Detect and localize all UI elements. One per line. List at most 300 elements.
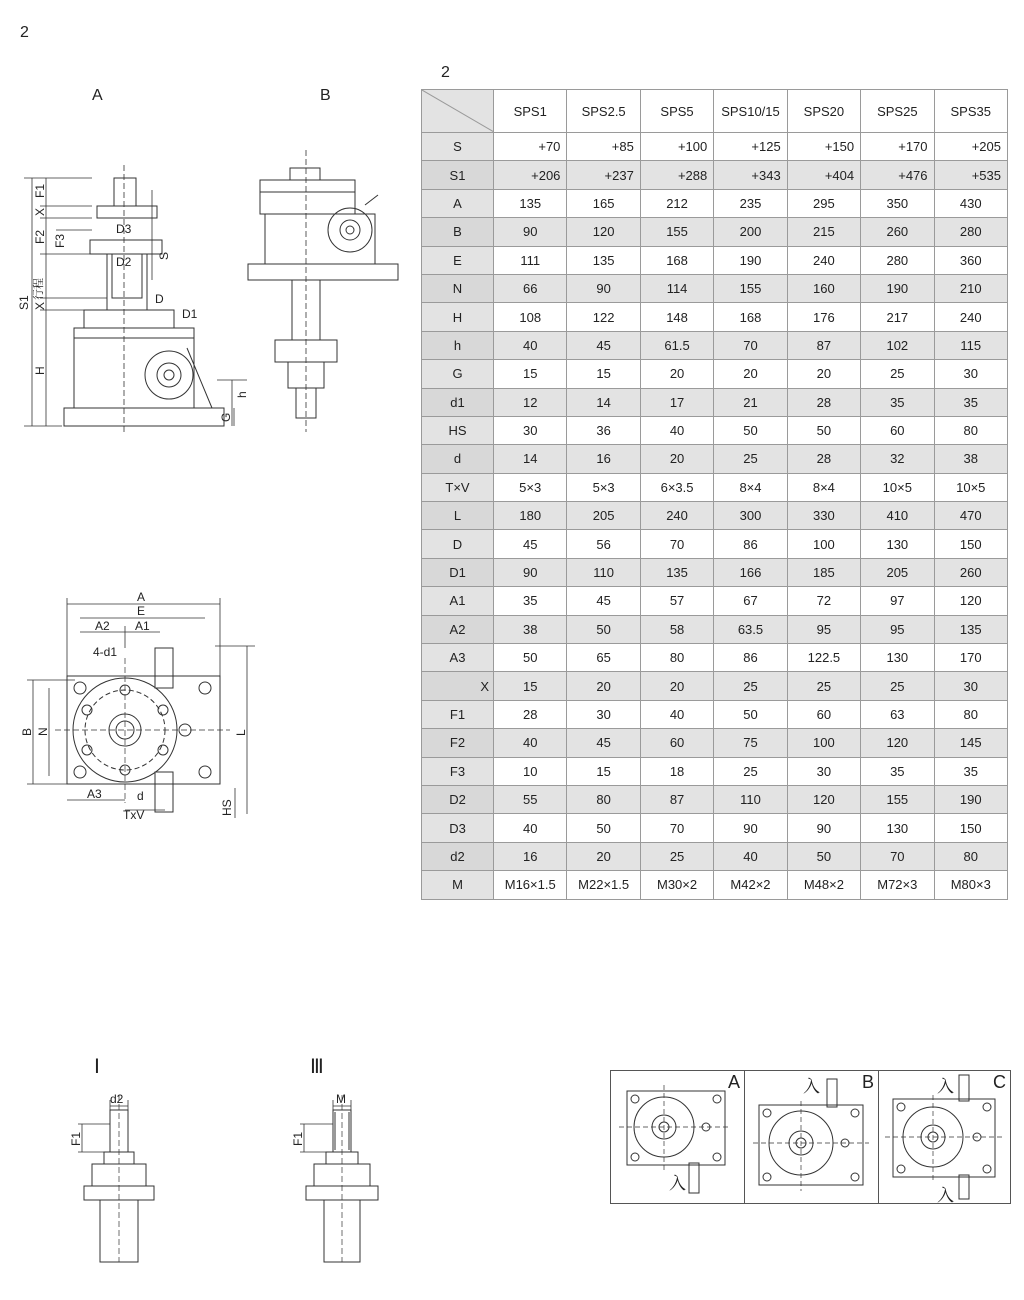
table-cell: 8×4 bbox=[714, 473, 787, 501]
table-cell: 148 bbox=[640, 303, 713, 331]
col-header: SPS1 bbox=[494, 90, 567, 133]
table-row bbox=[422, 331, 1008, 359]
table-cell: 80 bbox=[934, 700, 1007, 728]
dim-f1: F1 bbox=[33, 183, 47, 198]
dim-b: B bbox=[20, 727, 34, 736]
table-cell: +100 bbox=[640, 133, 713, 161]
table-cell: 86 bbox=[714, 644, 787, 672]
dim-f1-type3: F1 bbox=[291, 1131, 305, 1146]
table-cell: 25 bbox=[861, 672, 934, 700]
table-cell: 38 bbox=[494, 615, 567, 643]
dim-txv: TxV bbox=[123, 808, 145, 822]
table-cell: 135 bbox=[567, 246, 640, 274]
table-cell: 90 bbox=[567, 274, 640, 302]
table-cell: 30 bbox=[494, 416, 567, 444]
view-a-label: A bbox=[92, 87, 103, 104]
table-cell: +205 bbox=[934, 133, 1007, 161]
table-cell: 215 bbox=[787, 218, 860, 246]
dim-n: N bbox=[36, 727, 50, 736]
table-cell: +85 bbox=[567, 133, 640, 161]
table-row bbox=[422, 558, 1008, 586]
table-cell: 114 bbox=[640, 274, 713, 302]
table-cell: 25 bbox=[714, 757, 787, 785]
dim-d2-small: d2 bbox=[110, 1092, 124, 1106]
table-row bbox=[422, 161, 1008, 189]
table-cell: 45 bbox=[567, 587, 640, 615]
table-row bbox=[422, 360, 1008, 388]
table-cell: 280 bbox=[861, 246, 934, 274]
dim-f2: F2 bbox=[33, 229, 47, 244]
table-row bbox=[422, 729, 1008, 757]
table-cell: 65 bbox=[567, 644, 640, 672]
table-cell: 111 bbox=[494, 246, 567, 274]
table-cell: 20 bbox=[640, 672, 713, 700]
table-cell: 18 bbox=[640, 757, 713, 785]
table-cell: 122 bbox=[567, 303, 640, 331]
table-cell: 260 bbox=[861, 218, 934, 246]
table-cell: 56 bbox=[567, 530, 640, 558]
table-number: 2 bbox=[441, 64, 450, 81]
table-cell: 150 bbox=[934, 814, 1007, 842]
view-b-label: B bbox=[320, 87, 331, 104]
table-cell: 21 bbox=[714, 388, 787, 416]
table-cell: 45 bbox=[567, 729, 640, 757]
table-cell: 155 bbox=[861, 785, 934, 813]
table-cell: 217 bbox=[861, 303, 934, 331]
table-cell: M72×3 bbox=[861, 871, 934, 899]
table-cell: 470 bbox=[934, 502, 1007, 530]
table-cell: 36 bbox=[567, 416, 640, 444]
page-number: 2 bbox=[20, 24, 29, 41]
table-cell: 145 bbox=[934, 729, 1007, 757]
table-cell: 28 bbox=[494, 700, 567, 728]
table-cell: 25 bbox=[861, 360, 934, 388]
dim-d3: D3 bbox=[116, 222, 132, 236]
table-cell: 60 bbox=[787, 700, 860, 728]
col-header: SPS35 bbox=[934, 90, 1007, 133]
table-cell: 15 bbox=[494, 672, 567, 700]
table-cell: 75 bbox=[714, 729, 787, 757]
table-cell: 100 bbox=[787, 729, 860, 757]
table-cell: 40 bbox=[494, 331, 567, 359]
dim-a3: A3 bbox=[87, 787, 102, 801]
table-cell: 70 bbox=[714, 331, 787, 359]
row-label: D bbox=[422, 530, 494, 558]
side-view-b-drawing bbox=[240, 150, 410, 435]
table-cell: 240 bbox=[934, 303, 1007, 331]
table-cell: M48×2 bbox=[787, 871, 860, 899]
table-cell: 10 bbox=[494, 757, 567, 785]
table-cell: 20 bbox=[787, 360, 860, 388]
table-cell: 60 bbox=[861, 416, 934, 444]
table-cell: +150 bbox=[787, 133, 860, 161]
spec-table bbox=[421, 89, 1008, 900]
table-cell: 40 bbox=[494, 814, 567, 842]
table-row bbox=[422, 303, 1008, 331]
table-cell: 87 bbox=[787, 331, 860, 359]
table-cell: +343 bbox=[714, 161, 787, 189]
table-cell: 50 bbox=[567, 814, 640, 842]
table-cell: 15 bbox=[494, 360, 567, 388]
row-label: d bbox=[422, 445, 494, 473]
row-label: D1 bbox=[422, 558, 494, 586]
table-cell: 176 bbox=[787, 303, 860, 331]
table-cell: 130 bbox=[861, 530, 934, 558]
table-cell: 190 bbox=[934, 785, 1007, 813]
table-cell: 50 bbox=[787, 416, 860, 444]
dim-d-small: d bbox=[137, 789, 144, 803]
table-cell: 5×3 bbox=[494, 473, 567, 501]
table-row bbox=[422, 246, 1008, 274]
table-cell: 160 bbox=[787, 274, 860, 302]
table-cell: 240 bbox=[640, 502, 713, 530]
table-cell: 90 bbox=[714, 814, 787, 842]
table-cell: 80 bbox=[934, 416, 1007, 444]
dim-l: L bbox=[234, 729, 248, 736]
table-cell: 35 bbox=[861, 757, 934, 785]
table-cell: 15 bbox=[567, 757, 640, 785]
table-cell: 72 bbox=[787, 587, 860, 615]
row-label: N bbox=[422, 274, 494, 302]
table-cell: +125 bbox=[714, 133, 787, 161]
table-cell: 80 bbox=[640, 644, 713, 672]
table-cell: +288 bbox=[640, 161, 713, 189]
table-cell: 135 bbox=[494, 189, 567, 217]
table-cell: 120 bbox=[567, 218, 640, 246]
table-cell: 210 bbox=[934, 274, 1007, 302]
table-cell: 50 bbox=[714, 416, 787, 444]
dim-f1-type1: F1 bbox=[69, 1131, 83, 1146]
spec-header-row bbox=[422, 90, 1008, 133]
table-cell: 40 bbox=[494, 729, 567, 757]
table-cell: 150 bbox=[934, 530, 1007, 558]
table-cell: 350 bbox=[861, 189, 934, 217]
table-cell: 58 bbox=[640, 615, 713, 643]
table-cell: 180 bbox=[494, 502, 567, 530]
table-cell: 70 bbox=[640, 814, 713, 842]
panel-a-label: A bbox=[727, 1072, 740, 1092]
shaft-end-type1-drawing bbox=[64, 1090, 174, 1265]
table-cell: 40 bbox=[640, 416, 713, 444]
table-row bbox=[422, 274, 1008, 302]
table-cell: 122.5 bbox=[787, 644, 860, 672]
table-cell: +535 bbox=[934, 161, 1007, 189]
table-cell: 40 bbox=[640, 700, 713, 728]
table-cell: M22×1.5 bbox=[567, 871, 640, 899]
dim-a: A bbox=[137, 590, 146, 604]
table-cell: 45 bbox=[494, 530, 567, 558]
dim-g: G bbox=[219, 412, 233, 422]
table-row bbox=[422, 445, 1008, 473]
table-row bbox=[422, 502, 1008, 530]
table-row bbox=[422, 785, 1008, 813]
row-label: M bbox=[422, 871, 494, 899]
table-cell: 115 bbox=[934, 331, 1007, 359]
table-row bbox=[422, 133, 1008, 161]
table-cell: 70 bbox=[861, 842, 934, 870]
table-cell: 38 bbox=[934, 445, 1007, 473]
table-cell: 10×5 bbox=[861, 473, 934, 501]
dim-hs: HS bbox=[220, 799, 234, 816]
dim-f3: F3 bbox=[53, 233, 67, 248]
row-label: d1 bbox=[422, 388, 494, 416]
panel-b-label: B bbox=[861, 1072, 874, 1092]
side-view-a-drawing bbox=[12, 160, 252, 440]
table-cell: 28 bbox=[787, 445, 860, 473]
table-cell: 155 bbox=[640, 218, 713, 246]
dim-s: S bbox=[157, 251, 171, 260]
table-cell: 10×5 bbox=[934, 473, 1007, 501]
table-cell: 120 bbox=[934, 587, 1007, 615]
table-cell: 14 bbox=[494, 445, 567, 473]
table-row bbox=[422, 871, 1008, 899]
table-cell: 35 bbox=[861, 388, 934, 416]
row-label: F2 bbox=[422, 729, 494, 757]
table-row bbox=[422, 218, 1008, 246]
table-cell: 185 bbox=[787, 558, 860, 586]
table-cell: 95 bbox=[787, 615, 860, 643]
table-cell: 166 bbox=[714, 558, 787, 586]
table-cell: 110 bbox=[714, 785, 787, 813]
table-row bbox=[422, 416, 1008, 444]
table-cell: 165 bbox=[567, 189, 640, 217]
dim-d: D bbox=[155, 292, 164, 306]
table-cell: 190 bbox=[714, 246, 787, 274]
spec-table-body bbox=[422, 133, 1008, 900]
table-row bbox=[422, 615, 1008, 643]
table-row bbox=[422, 530, 1008, 558]
table-cell: 20 bbox=[640, 445, 713, 473]
row-label: h bbox=[422, 331, 494, 359]
table-cell: 212 bbox=[640, 189, 713, 217]
dim-s1: S1 bbox=[17, 295, 31, 310]
row-label: A3 bbox=[422, 644, 494, 672]
row-label: T×V bbox=[422, 473, 494, 501]
table-cell: 90 bbox=[494, 218, 567, 246]
col-header: SPS2.5 bbox=[567, 90, 640, 133]
table-cell: 80 bbox=[567, 785, 640, 813]
table-cell: 86 bbox=[714, 530, 787, 558]
table-cell: 110 bbox=[567, 558, 640, 586]
table-cell: 260 bbox=[934, 558, 1007, 586]
table-cell: 45 bbox=[567, 331, 640, 359]
row-label: L bbox=[422, 502, 494, 530]
row-label: D3 bbox=[422, 814, 494, 842]
table-cell: 280 bbox=[934, 218, 1007, 246]
table-cell: M80×3 bbox=[934, 871, 1007, 899]
dim-d2: D2 bbox=[116, 255, 132, 269]
table-cell: 108 bbox=[494, 303, 567, 331]
row-label: S1 bbox=[422, 161, 494, 189]
dim-4-d1: 4-d1 bbox=[93, 645, 118, 659]
table-cell: 168 bbox=[640, 246, 713, 274]
mounting-panel-c bbox=[879, 1071, 1010, 1203]
shaft-end-type3-drawing bbox=[286, 1090, 396, 1265]
table-cell: +237 bbox=[567, 161, 640, 189]
table-cell: 66 bbox=[494, 274, 567, 302]
col-header: SPS20 bbox=[787, 90, 860, 133]
table-row bbox=[422, 473, 1008, 501]
col-header: SPS25 bbox=[861, 90, 934, 133]
table-cell: 135 bbox=[934, 615, 1007, 643]
table-cell: 102 bbox=[861, 331, 934, 359]
dim-stroke: 行程 bbox=[33, 278, 45, 300]
row-label: A1 bbox=[422, 587, 494, 615]
header-corner bbox=[422, 90, 494, 133]
table-cell: 190 bbox=[861, 274, 934, 302]
table-cell: +476 bbox=[861, 161, 934, 189]
table-row bbox=[422, 388, 1008, 416]
table-cell: 90 bbox=[494, 558, 567, 586]
mounting-panel-a bbox=[611, 1071, 745, 1203]
detail-type3-label: Ⅲ bbox=[310, 1056, 324, 1078]
row-label: d2 bbox=[422, 842, 494, 870]
table-cell: 120 bbox=[861, 729, 934, 757]
table-cell: 330 bbox=[787, 502, 860, 530]
table-cell: 5×3 bbox=[567, 473, 640, 501]
table-cell: 50 bbox=[494, 644, 567, 672]
dim-x-mid: X bbox=[33, 301, 47, 310]
table-cell: 25 bbox=[640, 842, 713, 870]
dim-e: E bbox=[137, 604, 146, 618]
table-cell: +70 bbox=[494, 133, 567, 161]
table-row bbox=[422, 842, 1008, 870]
table-cell: 205 bbox=[861, 558, 934, 586]
table-cell: 35 bbox=[934, 757, 1007, 785]
table-cell: 168 bbox=[714, 303, 787, 331]
table-cell: 20 bbox=[714, 360, 787, 388]
table-cell: 205 bbox=[567, 502, 640, 530]
row-label: D2 bbox=[422, 785, 494, 813]
table-cell: +170 bbox=[861, 133, 934, 161]
table-row bbox=[422, 189, 1008, 217]
table-cell: 120 bbox=[787, 785, 860, 813]
mounting-panel-b bbox=[745, 1071, 879, 1203]
table-cell: 30 bbox=[567, 700, 640, 728]
table-cell: 170 bbox=[934, 644, 1007, 672]
table-cell: 12 bbox=[494, 388, 567, 416]
table-cell: 35 bbox=[494, 587, 567, 615]
table-cell: 25 bbox=[714, 672, 787, 700]
table-cell: 28 bbox=[787, 388, 860, 416]
table-cell: 50 bbox=[567, 615, 640, 643]
table-cell: 67 bbox=[714, 587, 787, 615]
table-cell: 25 bbox=[787, 672, 860, 700]
mounting-panels bbox=[610, 1070, 1011, 1204]
table-cell: 295 bbox=[787, 189, 860, 217]
row-label: S bbox=[422, 133, 494, 161]
row-label: X bbox=[422, 672, 494, 700]
table-cell: 95 bbox=[861, 615, 934, 643]
table-cell: 50 bbox=[787, 842, 860, 870]
panel-a-input-mark: 入 bbox=[669, 1174, 686, 1193]
table-cell: 6×3.5 bbox=[640, 473, 713, 501]
table-cell: +404 bbox=[787, 161, 860, 189]
table-cell: 14 bbox=[567, 388, 640, 416]
dim-x-top: X bbox=[33, 207, 47, 216]
table-cell: 15 bbox=[567, 360, 640, 388]
table-cell: 87 bbox=[640, 785, 713, 813]
col-header: SPS10/15 bbox=[714, 90, 787, 133]
table-row bbox=[422, 757, 1008, 785]
table-cell: 135 bbox=[640, 558, 713, 586]
table-cell: 155 bbox=[714, 274, 787, 302]
table-cell: 130 bbox=[861, 814, 934, 842]
row-label: E bbox=[422, 246, 494, 274]
panel-c-label: C bbox=[993, 1072, 1006, 1092]
panel-c-input-mark-bottom: 入 bbox=[937, 1186, 954, 1205]
table-cell: 20 bbox=[567, 842, 640, 870]
dim-a2: A2 bbox=[95, 619, 110, 633]
table-cell: 32 bbox=[861, 445, 934, 473]
table-cell: 30 bbox=[787, 757, 860, 785]
row-label: A2 bbox=[422, 615, 494, 643]
table-cell: 130 bbox=[861, 644, 934, 672]
table-cell: 35 bbox=[934, 388, 1007, 416]
row-label: B bbox=[422, 218, 494, 246]
table-cell: 240 bbox=[787, 246, 860, 274]
table-row bbox=[422, 700, 1008, 728]
table-cell: 61.5 bbox=[640, 331, 713, 359]
table-cell: M42×2 bbox=[714, 871, 787, 899]
table-cell: 235 bbox=[714, 189, 787, 217]
table-cell: +206 bbox=[494, 161, 567, 189]
row-label: F1 bbox=[422, 700, 494, 728]
table-cell: 360 bbox=[934, 246, 1007, 274]
table-cell: 80 bbox=[934, 842, 1007, 870]
row-label: F3 bbox=[422, 757, 494, 785]
table-cell: 57 bbox=[640, 587, 713, 615]
row-label: H bbox=[422, 303, 494, 331]
table-cell: 40 bbox=[714, 842, 787, 870]
table-cell: 300 bbox=[714, 502, 787, 530]
row-label: G bbox=[422, 360, 494, 388]
table-row bbox=[422, 587, 1008, 615]
dim-a1: A1 bbox=[135, 619, 150, 633]
row-label: A bbox=[422, 189, 494, 217]
table-cell: 30 bbox=[934, 672, 1007, 700]
top-view-drawing bbox=[15, 588, 255, 828]
table-cell: 55 bbox=[494, 785, 567, 813]
table-row bbox=[422, 644, 1008, 672]
table-cell: 50 bbox=[714, 700, 787, 728]
table-cell: 60 bbox=[640, 729, 713, 757]
dim-d1: D1 bbox=[182, 307, 198, 321]
dim-m: M bbox=[336, 1092, 346, 1106]
dim-h: h bbox=[235, 391, 249, 398]
table-cell: 430 bbox=[934, 189, 1007, 217]
table-cell: M30×2 bbox=[640, 871, 713, 899]
table-cell: 90 bbox=[787, 814, 860, 842]
dim-h-big: H bbox=[33, 366, 47, 375]
table-cell: 16 bbox=[494, 842, 567, 870]
table-cell: 200 bbox=[714, 218, 787, 246]
table-cell: 63.5 bbox=[714, 615, 787, 643]
table-cell: 63 bbox=[861, 700, 934, 728]
table-cell: 100 bbox=[787, 530, 860, 558]
row-label: HS bbox=[422, 416, 494, 444]
panel-c-input-mark-top: 入 bbox=[937, 1077, 954, 1096]
table-cell: 20 bbox=[567, 672, 640, 700]
table-cell: 410 bbox=[861, 502, 934, 530]
panel-b-input-mark: 入 bbox=[803, 1077, 820, 1096]
table-cell: 70 bbox=[640, 530, 713, 558]
table-cell: 30 bbox=[934, 360, 1007, 388]
col-header: SPS5 bbox=[640, 90, 713, 133]
table-cell: 8×4 bbox=[787, 473, 860, 501]
table-cell: 16 bbox=[567, 445, 640, 473]
table-row bbox=[422, 814, 1008, 842]
